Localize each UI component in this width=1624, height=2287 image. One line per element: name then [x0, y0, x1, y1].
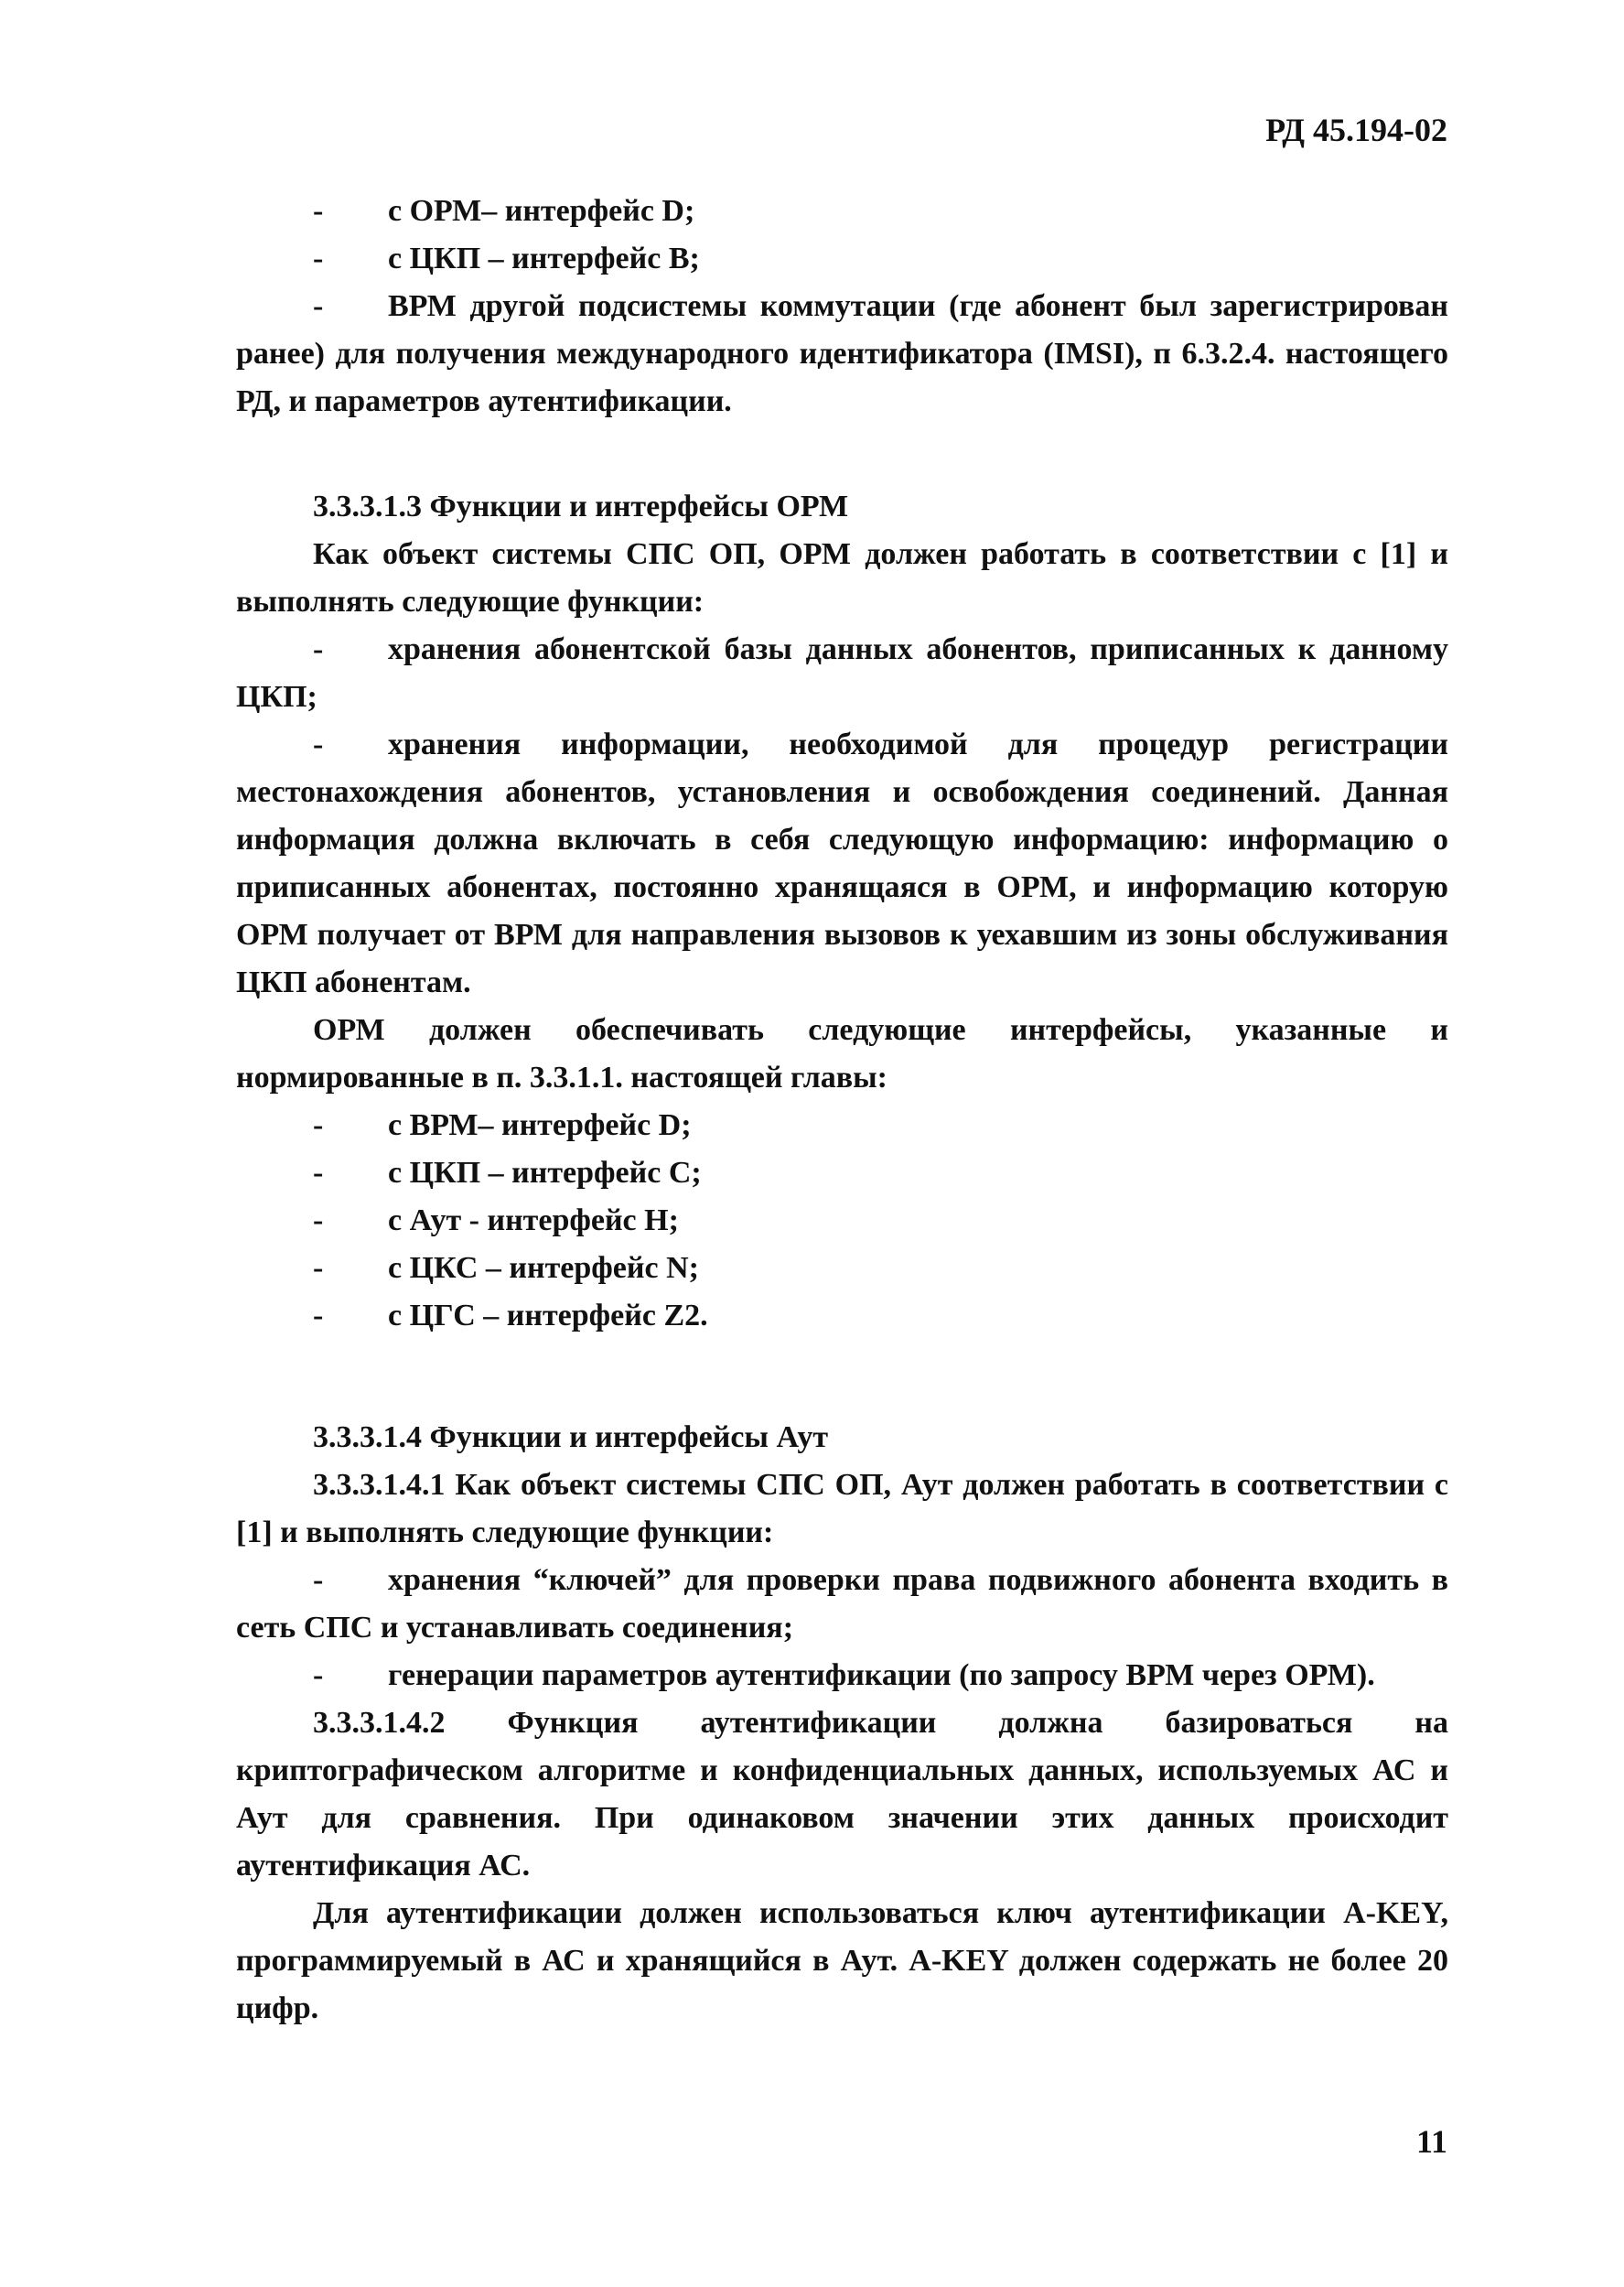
section-heading: 3.3.3.1.4 Функции и интерфейсы Аут: [313, 1420, 829, 1454]
paragraph: ОРМ должен обеспечивать следующие интерфейсы, указанные и нормированные в п. 3.3.1.1. настоящей главы:: [236, 1013, 1448, 1095]
paragraph: 3.3.3.1.4.2 Функция аутентификации должна базироваться на криптографическом алгоритме и конфиденциальных данных, используемых АС и Аут для сравнения. При одинаковом значении этих данных происходит аутентификация АС.: [236, 1706, 1448, 1882]
paragraph: Для аутентификации должен использоваться ключ аутентификации A-KEY, программируемый в АС и хранящийся в Аут. A-KEY должен содержать не более 20 цифр.: [236, 1896, 1448, 2025]
list-item: - с ВРМ– интерфейс D;: [236, 1102, 1448, 1149]
bullet-dash: -: [313, 728, 324, 761]
bullet-dash: -: [313, 1251, 324, 1285]
list-item: - ВРМ другой подсистемы коммутации (где абонент был зарегистрирован ранее) для получения международного идентификатора (IMSI), п 6.3.2.4. настоящего РД, и параметров аутентификации.: [236, 283, 1448, 426]
list-item: - хранения абонентской базы данных абонентов, приписанных к данному ЦКП;: [236, 626, 1448, 721]
section-orm: [236, 483, 1448, 1340]
section-aut: [236, 1414, 1448, 2033]
list-item: - хранения информации, необходимой для процедур регистрации местонахождения абонентов, установления и освобождения соединений. Данная информация должна включать в себя следующую информацию: информацию о приписанных абонентах, постоянно хранящаяся в ОРМ, и информацию которую ОРМ получает от ВРМ для направления вызовов к уехавшим из зоны обслуживания ЦКП абонентам.: [236, 721, 1448, 1007]
section-heading: 3.3.3.1.3 Функции и интерфейсы ОРМ: [313, 490, 849, 523]
list-item: - генерации параметров аутентификации (по запросу ВРМ через ОРМ).: [236, 1652, 1448, 1699]
continuation-list: [236, 188, 1448, 426]
list-item: - с ЦКП – интерфейс В;: [236, 235, 1448, 283]
document-code: РД 45.194-02: [1265, 112, 1447, 148]
list-item: - с ЦКС – интерфейс N;: [236, 1245, 1448, 1292]
bullet-dash: -: [313, 1563, 324, 1597]
bullet-dash: -: [313, 289, 324, 323]
list-item: - с ЦГС – интерфейс Z2.: [236, 1292, 1448, 1340]
bullet-dash: -: [313, 1658, 324, 1692]
paragraph: 3.3.3.1.4.1 Как объект системы СПС ОП, Аут должен работать в соответствии с [1] и выполнять следующие функции:: [236, 1468, 1448, 1549]
list-item: - с ЦКП – интерфейс С;: [236, 1149, 1448, 1197]
bullet-dash: -: [313, 1156, 324, 1190]
bullet-dash: -: [313, 632, 324, 666]
bullet-dash: -: [313, 1108, 324, 1142]
list-item: - с ОРМ– интерфейс D;: [236, 188, 1448, 235]
page-number: 11: [1415, 2123, 1447, 2160]
bullet-dash: -: [313, 194, 324, 228]
bullet-dash: -: [313, 242, 324, 275]
paragraph: Как объект системы СПС ОП, ОРМ должен работать в соответствии с [1] и выполнять следующие функции:: [236, 537, 1448, 619]
bullet-dash: -: [313, 1299, 324, 1332]
bullet-dash: -: [313, 1203, 324, 1237]
list-item: - с Аут - интерфейс Н;: [236, 1197, 1448, 1245]
list-item: - хранения “ключей” для проверки права подвижного абонента входить в сеть СПС и устанавливать соединения;: [236, 1557, 1448, 1652]
